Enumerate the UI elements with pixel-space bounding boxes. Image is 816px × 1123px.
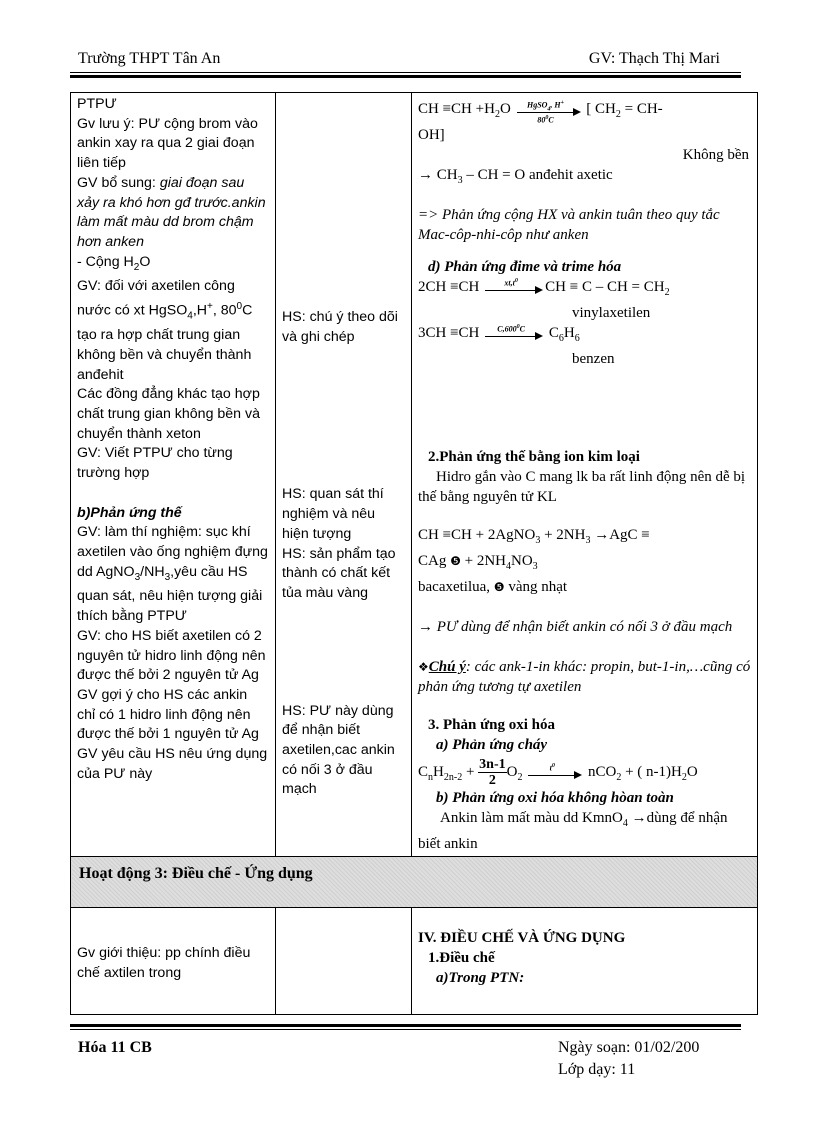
teacher-name: GV: Thạch Thị Mari (588, 50, 720, 67)
precipitate-icon: ❺ (493, 580, 505, 594)
subject-label: Hóa 11 CB (78, 1039, 152, 1056)
bottom-row (71, 908, 758, 1015)
aldehyde-line: → $CH_3$ – CH = O anđehit axetic (418, 167, 613, 186)
col1-line: GV gợi ý cho HS các ankin chỉ có 1 hidro linh động nên được thế bởi 1 nguyên tử Ag (77, 686, 259, 743)
activity-3-title: Hoạt động 3: Điều chế - Ứng dụng (71, 857, 758, 908)
footer-rule-thin (70, 1029, 741, 1030)
reaction-arrow: HgSO$_4$, H+ $80^0C$ (517, 104, 581, 116)
header-rule-thin (70, 72, 741, 73)
trimer-equation: 3CH ≡CH C,600$^0$C $C_6H_6$ (418, 323, 580, 344)
reaction-arrow: $t^0$ (528, 767, 582, 779)
content-cell (412, 93, 758, 857)
lesson-row (71, 93, 758, 857)
school-name: Trường THPT Tân An (78, 50, 221, 67)
footer-info (558, 1037, 699, 1081)
bottom-student-cell (276, 908, 412, 1015)
reaction-arrow: C,600$^0$C (485, 328, 543, 340)
student-note: HS: quan sát thí nghiệm và nêu hiện tượng (282, 486, 384, 542)
silver-equation-cont: CAg ❺ + $2NH_4NO_3$ (418, 553, 538, 572)
col1-line: - Cộng $H_2O$ (77, 253, 151, 273)
col1-line: Các đồng đẳng khác tạo hợp chất trung gian không bền và chuyển thành xeton (77, 386, 260, 442)
col1-line: GV: đối với axetilen công nước có xt HgSO$_4$,H+, $80^0C$ tạo ra hợp chất trung gian không bền và chuyển thành anđehit (77, 278, 253, 383)
lesson-table (70, 92, 758, 1015)
prep-date: Ngày soạn: 01/02/200 (558, 1039, 700, 1056)
col1-line: GV yêu cầu HS nêu ứng dụng của PƯ này (77, 746, 268, 782)
col1-line: GV: Viết PTPƯ cho từng trường hợp (77, 445, 233, 482)
hydration-equation-cont: OH] (418, 127, 445, 143)
bottom-content-cell (412, 908, 758, 1015)
markovnikov-note: => Phản ứng cộng HX và ankin tuân theo quy tắc Mac-côp-nhi-côp như anken (418, 207, 720, 243)
activity-band (71, 857, 758, 908)
reaction-arrow: $xt,t^0$ (485, 282, 543, 294)
dimerization-heading: d) Phản ứng đime và trime hóa (428, 259, 622, 275)
teacher-activity-cell (71, 93, 276, 857)
section-2-text: Hidro gắn vào C mang lk ba rất linh động nên dễ bị thế bằng nguyên tử KL (418, 469, 746, 505)
fraction: $\frac{3n-1}{2}$ (479, 757, 506, 788)
incomplete-oxidation-heading: b) Phản ứng oxi hóa không hòan toàn (436, 790, 674, 806)
col1-line: PTPƯ (77, 96, 117, 112)
unstable-label: Không bền (682, 147, 749, 163)
section-3-heading: 3. Phản ứng oxi hóa (428, 717, 555, 733)
note-line: ❖Chú ý: các ank-1-in khác: propin, but-1-in,…cũng có phản ứng tương tự axetilen (418, 659, 751, 695)
dimer-name: vinylaxetilen (572, 305, 651, 321)
hydration-equation: CH $\equiv CH +H_2O$ HgSO$_4$, H+ $80^0C$ [ $CH_2 = CH-$ (418, 99, 663, 125)
precipitate-icon: ❺ (450, 554, 461, 568)
substitution-heading: b)Phản ứng thế (77, 504, 182, 521)
bottom-teacher-cell (71, 908, 276, 1015)
incomplete-oxidation-text: Ankin làm mất màu dd KmnO$_4$ →dùng để nhận biết ankin (418, 810, 728, 852)
preparation-heading: 1.Điều chế (428, 950, 495, 966)
diamond-bullet-icon: ❖ (418, 660, 429, 674)
dimer-equation: 2CH ≡CH $xt,t^0$ CH ≡ C – CH = $CH_2$ (418, 277, 670, 298)
section-4-heading: IV. ĐIỀU CHẾ VÀ ỨNG DỤNG (418, 930, 626, 946)
trimer-name: benzen (572, 351, 615, 367)
lab-preparation-heading: a)Trong PTN: (436, 970, 525, 986)
student-activity-cell (276, 93, 412, 857)
col1-line: GV: cho HS biết axetilen có 2 nguyên tử hidro linh động nên được thế bởi 2 nguyên tử Ag (77, 627, 266, 684)
col1-line: GV bổ sung: giai đoạn sau xảy ra khó hơn gđ trước.ankin làm mất màu dd brom chậm hơn anken (77, 174, 266, 250)
silver-use-note: → PƯ dùng để nhận biết ankin có nối 3 ở đầu mạch (418, 619, 733, 635)
header-rule-thick (70, 75, 741, 78)
section-2-heading: 2.Phản ứng thế bằng ion kim loại (428, 449, 640, 465)
silver-equation: CH ≡CH + 2AgNO$_3$ + $2NH_3 \to AgC$ ≡ (418, 527, 650, 546)
class-label: Lớp dạy: 11 (558, 1061, 636, 1078)
student-note: HS: chú ý theo dõi và ghi chép (282, 309, 398, 345)
col1-line: GV: làm thí nghiệm: sục khí axetilen vào ống nghiệm đựng dd $AgNO_3/NH_3,yêu$ cầu HS quan sát, nêu hiện tượng giải thích bằng PTPƯ (77, 524, 268, 625)
silver-product-name: bacaxetilua, ❺ vàng nhạt (418, 579, 568, 595)
student-note: HS: sản phẩm tạo thành có chất kết tủa màu vàng (282, 545, 396, 601)
student-note: HS: PƯ này dùng để nhận biết axetilen,cac ankin có nối 3 ở đầu mạch (282, 702, 395, 798)
col1-line: Gv lưu ý: PƯ cộng brom vào ankin xay ra qua 2 giai đoạn liên tiếp (77, 115, 258, 172)
bottom-col1-text: Gv giới thiệu: pp chính điều chế axtilen trong (77, 945, 251, 981)
combustion-equation: $C_nH_{2n-2}$ + $\frac{3n-1}{2}$ $O_2$ $t^0$ nCO$_2$ + ( $n-1)H_2O$ (418, 757, 698, 788)
combustion-heading: a) Phản ứng cháy (436, 737, 548, 753)
footer-rule-thick (70, 1024, 741, 1027)
